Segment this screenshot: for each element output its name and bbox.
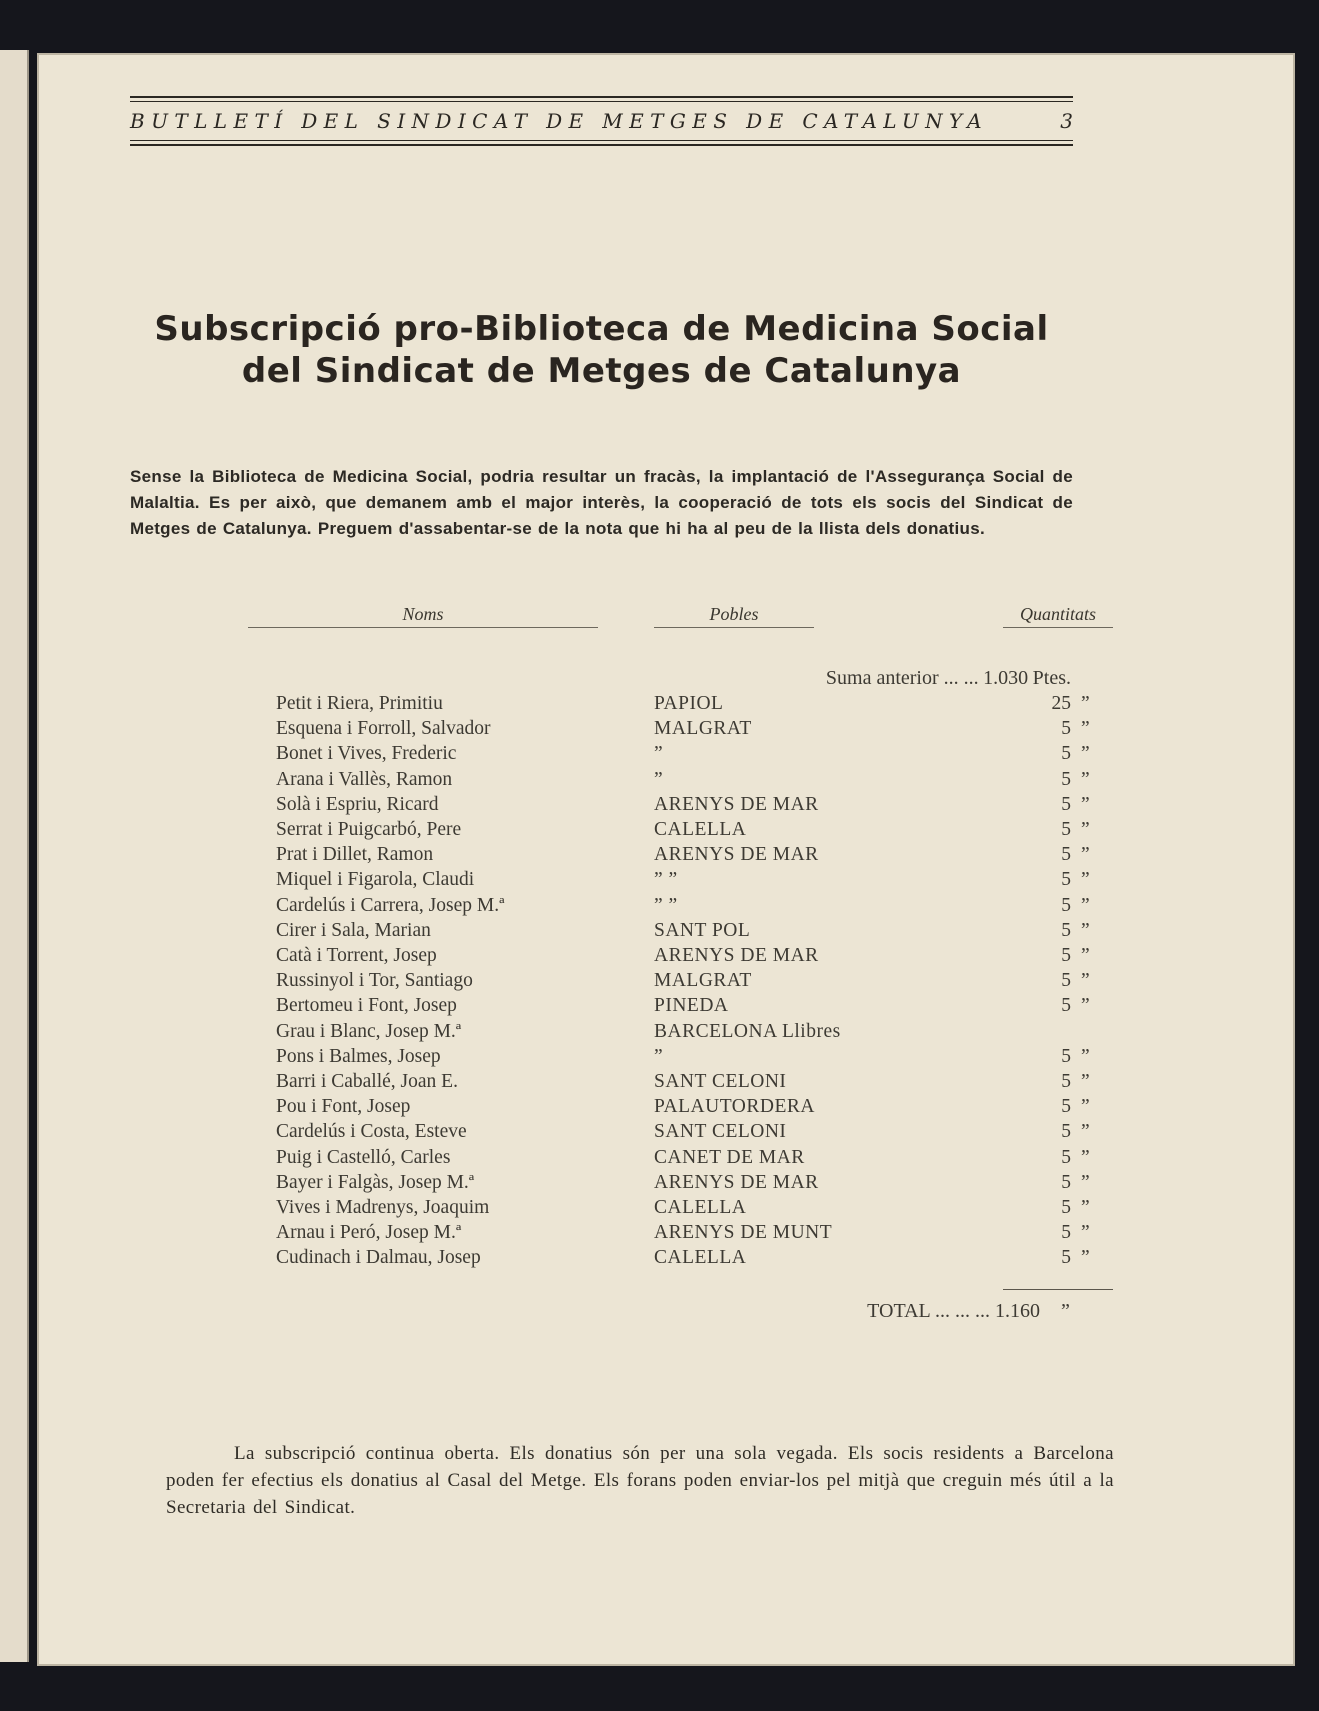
intro-paragraph: Sense la Biblioteca de Medicina Social, podria resultar un fracàs, la implantació de l'Assegurança Social de Malaltia. Es per això, que demanem amb el major interès, la cooperació de tots els socis del Sindicat de Metges de Catalunya. Preguem d'assabentar-se de la nota que hi ha al peu de la llista dels donatius. xyxy=(130,467,1073,538)
column-header-towns: Pobles xyxy=(654,601,814,628)
donor-name: Cardelús i Costa, Esteve xyxy=(276,1121,467,1143)
previous-sum-label: Suma anterior ... ... xyxy=(825,667,979,689)
donation-amount: 5 xyxy=(1061,1222,1071,1244)
donation-unit: ” xyxy=(1081,743,1090,765)
donor-name: Serrat i Puigcarbó, Pere xyxy=(276,819,462,840)
donor-name: Bonet i Vives, Frederic xyxy=(276,743,457,765)
donation-amount: 5 xyxy=(1061,718,1071,740)
total-unit: ” xyxy=(1061,1300,1070,1322)
donor-name: Solà i Espriu, Ricard xyxy=(276,793,439,815)
donation-unit: ” xyxy=(1081,844,1090,866)
donation-amount: 5 xyxy=(1061,945,1071,966)
donation-row xyxy=(0,968,1319,993)
donor-town: ARENYS DE MAR xyxy=(654,1171,819,1193)
donor-town: CALELLA xyxy=(654,819,747,840)
donation-amount: 5 xyxy=(1061,1247,1071,1269)
donor-name: Miquel i Figarola, Claudi xyxy=(276,869,475,891)
running-header xyxy=(130,96,1073,146)
donation-amount: 5 xyxy=(1061,793,1071,815)
donor-town: SANT CELONI xyxy=(654,1121,787,1143)
total-rule xyxy=(1003,1289,1113,1290)
donor-town: ARENYS DE MAR xyxy=(654,945,819,966)
total-label: TOTAL ... ... ... xyxy=(867,1300,990,1322)
donor-name: Puig i Castelló, Carles xyxy=(276,1146,451,1168)
donor-name: Prat i Dillet, Ramon xyxy=(276,844,434,866)
donation-row xyxy=(0,792,1319,817)
donation-unit: ” xyxy=(1081,995,1090,1017)
donation-unit: ” xyxy=(1081,718,1090,740)
donor-town: ” ” xyxy=(654,869,678,891)
donor-name: Russinyol i Tor, Santiago xyxy=(276,970,473,992)
donor-town: PAPIOL xyxy=(654,693,724,714)
column-header-amounts: Quantitats xyxy=(1003,601,1113,628)
donation-amount: 5 xyxy=(1061,1171,1071,1193)
donor-town: MALGRAT xyxy=(654,970,752,992)
donation-amount: 5 xyxy=(1061,1121,1071,1143)
footer-note: La subscripció continua oberta. Els donatius són per una sola vegada. Els socis residents a Barcelona poden fer efectius els donatius al Casal del Metge. Els forans poden enviar-los pel mitjà que creguin més útil a la Secretaria del Sindicat. xyxy=(166,1443,1114,1518)
donor-town: CALELLA xyxy=(654,1197,747,1218)
title-line-1: Subscripció pro-Biblioteca de Medicina Social xyxy=(154,309,1049,349)
column-header-names: Noms xyxy=(248,601,598,628)
donation-row xyxy=(0,893,1319,918)
donation-amount: 25 xyxy=(1051,693,1071,714)
donation-row xyxy=(0,1245,1319,1270)
donor-name: Bertomeu i Font, Josep xyxy=(276,995,457,1017)
donation-row xyxy=(0,842,1319,867)
donation-row xyxy=(0,716,1319,741)
donor-name: Arnau i Peró, Josep M.ª xyxy=(276,1222,462,1244)
donor-town: ” xyxy=(654,1045,664,1067)
donor-town: PALAUTORDERA xyxy=(654,1096,815,1118)
donation-unit: ” xyxy=(1081,1121,1090,1143)
donation-row xyxy=(0,1119,1319,1144)
donation-row xyxy=(0,867,1319,892)
donor-name: Vives i Madrenys, Joaquim xyxy=(276,1197,490,1218)
donation-unit: ” xyxy=(1081,1096,1090,1118)
donation-row xyxy=(0,1145,1319,1170)
donation-unit: ” xyxy=(1081,819,1090,840)
donation-amount: 5 xyxy=(1061,844,1071,866)
donation-unit: ” xyxy=(1081,768,1090,790)
donor-town: ” xyxy=(654,743,664,765)
donation-amount: 5 xyxy=(1061,768,1071,790)
donation-unit: ” xyxy=(1081,1071,1090,1092)
donation-row xyxy=(0,1220,1319,1245)
donation-unit: ” xyxy=(1081,1197,1090,1218)
donor-name: Cardelús i Carrera, Josep M.ª xyxy=(276,894,505,916)
donation-row xyxy=(0,1170,1319,1195)
donation-row xyxy=(0,1019,1319,1044)
title-line-2: del Sindicat de Metges de Catalunya xyxy=(241,351,962,391)
donation-amount: 5 xyxy=(1061,819,1071,840)
donation-unit: ” xyxy=(1081,894,1090,916)
donor-name: Barri i Caballé, Joan E. xyxy=(276,1071,458,1092)
previous-sum xyxy=(826,666,1071,691)
donor-name: Pou i Font, Josep xyxy=(276,1096,411,1118)
donor-town: ” xyxy=(654,768,664,790)
donation-amount: 5 xyxy=(1061,970,1071,992)
donation-amount: 5 xyxy=(1061,1071,1071,1092)
donor-town: ARENYS DE MUNT xyxy=(654,1222,833,1244)
donor-town: SANT POL xyxy=(654,919,751,941)
previous-sum-amount: 1.030 xyxy=(983,667,1029,689)
journal-title: BUTLLETÍ DEL SINDICAT DE METGES DE CATALUNYA xyxy=(130,109,988,133)
donor-name: Esquena i Forroll, Salvador xyxy=(276,718,491,740)
donation-row xyxy=(0,993,1319,1018)
donation-unit: ” xyxy=(1081,970,1090,992)
article-title xyxy=(130,308,1073,392)
donor-town: ARENYS DE MAR xyxy=(654,793,819,815)
donation-row xyxy=(0,1044,1319,1069)
donor-name: Catà i Torrent, Josep xyxy=(276,945,437,966)
header-rule-top xyxy=(130,96,1073,98)
donation-unit: ” xyxy=(1081,945,1090,966)
donation-row xyxy=(0,943,1319,968)
previous-sum-unit: Ptes. xyxy=(1032,667,1071,689)
donation-unit: ” xyxy=(1081,1222,1090,1244)
donation-unit: ” xyxy=(1081,1045,1090,1067)
total-line xyxy=(867,1298,1091,1324)
donation-amount: 5 xyxy=(1061,1146,1071,1168)
donation-unit: ” xyxy=(1081,793,1090,815)
header-rule-bottom-thin xyxy=(130,140,1073,141)
donation-unit: ” xyxy=(1081,1247,1090,1269)
total-amount: 1.160 xyxy=(995,1300,1040,1322)
donation-amount: 5 xyxy=(1061,869,1071,891)
donor-name: Cirer i Sala, Marian xyxy=(276,919,431,941)
donor-name: Cudinach i Dalmau, Josep xyxy=(276,1247,481,1269)
donation-amount: 5 xyxy=(1061,743,1071,765)
donation-amount: 5 xyxy=(1061,1197,1071,1218)
donation-amount: 5 xyxy=(1061,1045,1071,1067)
donor-town: ARENYS DE MAR xyxy=(654,844,819,866)
donation-amount: 5 xyxy=(1061,894,1071,916)
donation-row xyxy=(0,1069,1319,1094)
donation-unit: ” xyxy=(1081,869,1090,891)
donor-town: MALGRAT xyxy=(654,718,752,740)
donation-amount: 5 xyxy=(1061,919,1071,941)
donation-row xyxy=(0,1195,1319,1220)
donation-unit: ” xyxy=(1081,1146,1090,1168)
donor-town: CANET DE MAR xyxy=(654,1146,805,1168)
donor-town: BARCELONA Llibres xyxy=(654,1020,841,1042)
donation-row xyxy=(0,1094,1319,1119)
donor-name: Grau i Blanc, Josep M.ª xyxy=(276,1020,462,1042)
page-number: 3 xyxy=(1060,109,1073,133)
donor-name: Pons i Balmes, Josep xyxy=(276,1045,441,1067)
donation-amount: 5 xyxy=(1061,995,1071,1017)
donation-unit: ” xyxy=(1081,693,1090,714)
donation-unit: ” xyxy=(1081,919,1090,941)
donation-row xyxy=(0,918,1319,943)
donor-name: Bayer i Falgàs, Josep M.ª xyxy=(276,1171,475,1193)
donation-unit: ” xyxy=(1081,1171,1090,1193)
donation-row xyxy=(0,767,1319,792)
donor-town: ” ” xyxy=(654,894,678,916)
donation-row xyxy=(0,817,1319,842)
donor-town: CALELLA xyxy=(654,1247,747,1269)
donor-town: PINEDA xyxy=(654,995,729,1017)
donor-name: Petit i Riera, Primitiu xyxy=(276,693,443,714)
donation-row xyxy=(0,741,1319,766)
donor-name: Arana i Vallès, Ramon xyxy=(276,768,453,790)
header-rule-bottom xyxy=(130,144,1073,146)
donation-amount: 5 xyxy=(1061,1096,1071,1118)
donation-row xyxy=(0,691,1319,716)
donor-town: SANT CELONI xyxy=(654,1071,787,1092)
